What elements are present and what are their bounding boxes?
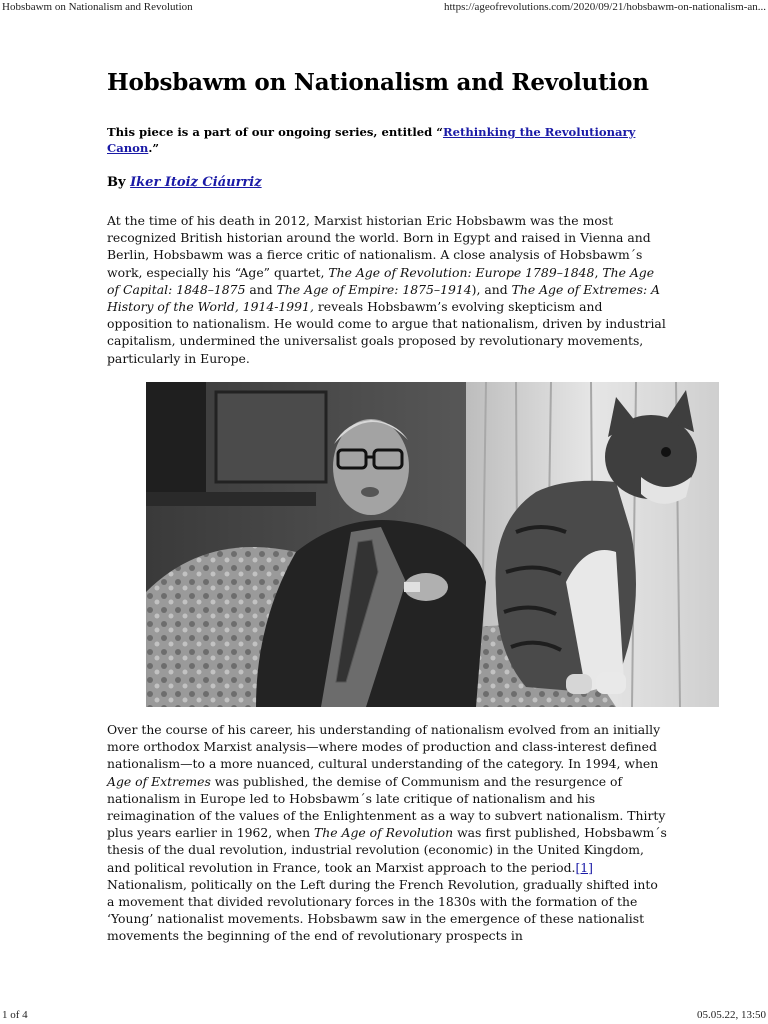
p1-title-age-of-capital: The Age of Capital: 1848–1875 <box>107 264 655 297</box>
p2-text-1: Over the course of his career, his understanding of nationalism evolved from an initially more orthodox Marxist analysis—where modes of production and class-interest defined nationalism—to a more nuanced, cultural understanding of the category. In 1994, when <box>107 722 661 772</box>
p1-title-age-of-revolution: The Age of Revolution: Europe 1789–1848 <box>328 264 595 280</box>
p2-text-4: Nationalism, politically on the Left during the French Revolution, gradually shifted into a movement that divided revolutionary forces in the 1830s with the formation of the ‘Young’ nationalist movements. Hobsbawm saw in the emergence of these nationalist movements the beginning of the end of revolutionary prospects in <box>107 876 658 944</box>
byline-prefix: By <box>107 175 131 190</box>
byline <box>107 175 262 190</box>
series-note <box>107 124 647 156</box>
print-header <box>0 0 768 16</box>
p2-text-2: was published, the demise of Communism and the resurgence of nationalism in Europe led to Hobsbawm´s late critique of nationalism and his reimagination of the values of the Enlightenment as a way to subvert nationalism. Thirty plus years earlier in 1962, when <box>107 773 666 841</box>
paragraph-intro <box>107 212 667 367</box>
print-footer <box>0 1008 768 1024</box>
footnote-link-1[interactable]: [1] <box>575 859 594 875</box>
paragraph-career <box>107 721 667 945</box>
page-indicator: 1 of 4 <box>2 1009 28 1021</box>
p1-text-1: At the time of his death in 2012, Marxist historian Eric Hobsbawm was the most recognized British historian around the world. Born in Egypt and raised in Vienna and Berlin, Hobsbawm was a fierce critic of nationalism. A close analysis of Hobsbawm´s work, especially his “Age” quartet, <box>107 213 651 280</box>
p1-title-age-of-extremes: The Age of Extremes: A History of the World, 1914-1991, <box>107 281 660 315</box>
print-timestamp: 05.05.22, 13:50 <box>696 1009 766 1021</box>
article-title: Hobsbawm on Nationalism and Revolution <box>107 69 649 96</box>
p1-text-3: and <box>245 281 277 297</box>
p1-text-2: , <box>594 264 603 280</box>
author-link[interactable]: Iker Itoiz Ciáurriz <box>130 175 262 190</box>
print-page-title: Hobsbawm on Nationalism and Revolution <box>2 1 193 13</box>
print-url: https://ageofrevolutions.com/2020/09/21/hobsbawm-on-nationalism-an... <box>443 1 766 13</box>
p2-text-3: was first published, Hobsbawm´s thesis of the dual revolution, industrial revolution (economic) in the United Kingdom, and political revolution in France, took an Marxist approach to the period. <box>107 825 667 875</box>
series-link[interactable]: Rethinking the Revolutionary Canon <box>107 125 636 155</box>
article-photo <box>146 382 719 707</box>
p2-title-age-of-extremes: Age of Extremes <box>107 773 211 789</box>
series-note-prefix: This piece is a part of our ongoing series, entitled “ <box>107 125 443 139</box>
p1-text-5: reveals Hobsbawm’s evolving skepticism and opposition to nationalism. He would come to argue that nationalism, driven by industrial capitalism, undermined the universalist goals proposed by revolutionary movements, particularly in Europe. <box>107 299 666 366</box>
series-note-suffix: .” <box>148 141 160 155</box>
p1-title-age-of-empire: The Age of Empire: 1875–1914 <box>276 281 472 297</box>
p2-title-age-of-revolution: The Age of Revolution <box>314 825 454 841</box>
p1-text-4: ), and <box>471 281 512 297</box>
